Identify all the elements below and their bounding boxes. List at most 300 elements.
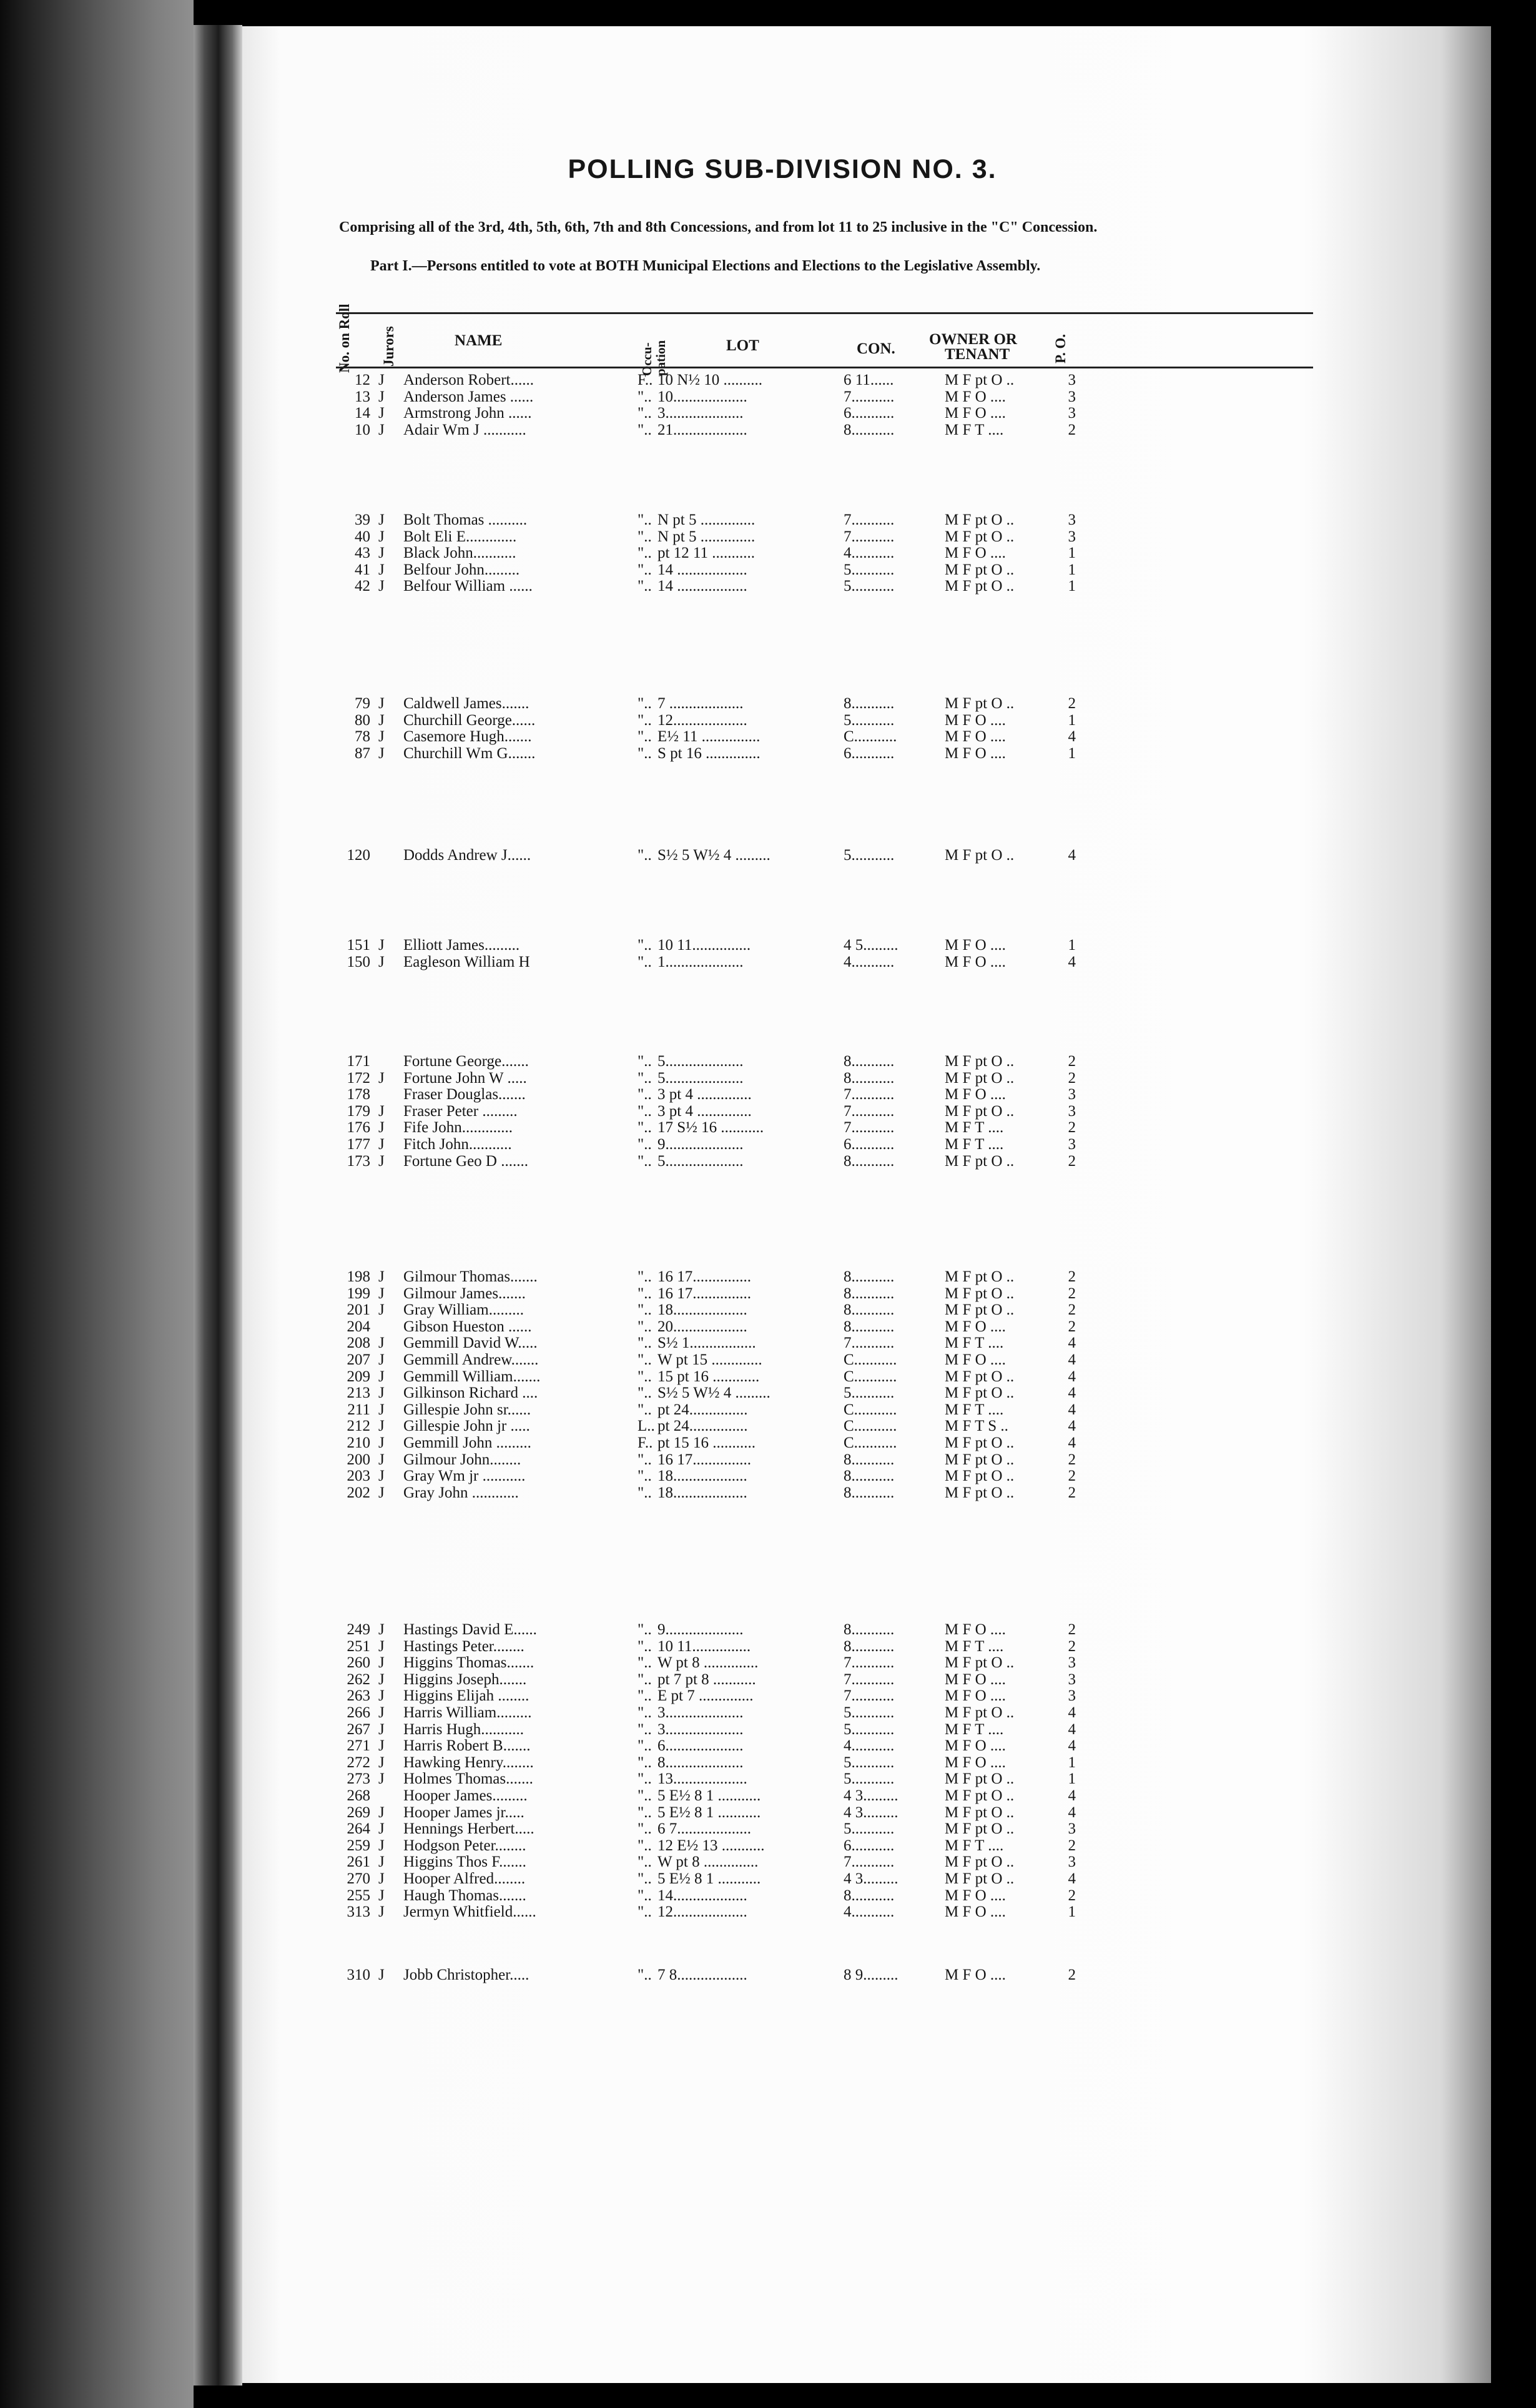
table-row: [242, 1385, 1329, 1401]
roll-number: 80: [355, 711, 370, 729]
occupation: "..: [638, 1754, 652, 1771]
roll-number: 177: [347, 1136, 370, 1153]
lot: 5....................: [657, 1069, 744, 1087]
table-row: [242, 1755, 1329, 1771]
roll-number: 264: [347, 1820, 370, 1838]
juror-mark: J: [378, 953, 385, 970]
table-row: [242, 1672, 1329, 1688]
post-office: 3: [1068, 1102, 1076, 1120]
table-row: [242, 954, 1329, 970]
lot: 14 ..................: [657, 578, 747, 595]
post-office: 2: [1068, 1468, 1076, 1485]
table-row: [242, 1418, 1329, 1434]
juror-mark: J: [378, 1119, 385, 1137]
concession: 8...........: [844, 1468, 895, 1485]
owner-tenant: M F pt O ..: [945, 1053, 1015, 1070]
occupation: "..: [638, 1468, 652, 1485]
lot: 1....................: [657, 953, 744, 970]
juror-mark: J: [378, 1621, 385, 1638]
post-office: 4: [1068, 1384, 1076, 1402]
post-office: 3: [1068, 1654, 1076, 1672]
lot: 14...................: [657, 1887, 747, 1904]
owner-tenant: M F pt O ..: [945, 1820, 1015, 1838]
juror-mark: J: [378, 1837, 385, 1854]
owner-tenant: M F O ....: [945, 1621, 1006, 1638]
roll-number: 208: [347, 1335, 370, 1352]
juror-mark: J: [378, 528, 385, 545]
owner-tenant: M F O ....: [945, 1966, 1006, 1983]
owner-tenant: M F T S ..: [945, 1418, 1008, 1435]
juror-mark: J: [378, 1136, 385, 1153]
concession: 4...........: [844, 1737, 895, 1755]
voter-name: Dodds Andrew J......: [403, 847, 531, 864]
table-row: [242, 1302, 1329, 1318]
concession: 7...........: [844, 1687, 895, 1705]
lot: pt 7 pt 8 ...........: [657, 1670, 756, 1688]
table-row: [242, 1286, 1329, 1302]
lot: 10 N½ 10 ..........: [657, 372, 763, 388]
voter-name: Hastings Peter........: [403, 1637, 524, 1655]
table-row: [242, 1871, 1329, 1887]
owner-tenant: M F O ....: [945, 545, 1006, 562]
lot: 3....................: [657, 1720, 744, 1738]
owner-tenant: M F O ....: [945, 744, 1006, 762]
post-office: 2: [1068, 1301, 1076, 1319]
voter-name: Fraser Douglas.......: [403, 1086, 526, 1103]
post-office: 4: [1068, 1704, 1076, 1721]
voter-name: Higgins Elijah ........: [403, 1687, 529, 1705]
table-row: [242, 1805, 1329, 1821]
lot: 10 11...............: [657, 1637, 751, 1655]
roll-number: 199: [347, 1285, 370, 1302]
occupation: "..: [638, 1887, 652, 1904]
juror-mark: J: [378, 1804, 385, 1821]
roll-number: 87: [355, 744, 370, 762]
roll-number: 259: [347, 1837, 370, 1854]
roll-number: 262: [347, 1670, 370, 1688]
col-header-po: P. O.: [1053, 333, 1068, 363]
concession: 8...........: [844, 1621, 895, 1638]
post-office: 2: [1068, 695, 1076, 712]
lot: S pt 16 ..............: [657, 744, 761, 762]
post-office: 2: [1068, 1451, 1076, 1468]
lot: E pt 7 ..............: [657, 1687, 754, 1705]
juror-mark: J: [378, 1102, 385, 1120]
roll-number: 151: [347, 937, 370, 954]
post-office: 2: [1068, 1621, 1076, 1638]
concession: 7...........: [844, 1670, 895, 1688]
concession: 5...........: [844, 561, 895, 578]
post-office: 4: [1068, 1401, 1076, 1418]
roll-number: 213: [347, 1384, 370, 1402]
post-office: 2: [1068, 1069, 1076, 1087]
owner-tenant: M F pt O ..: [945, 1484, 1015, 1501]
post-office: 4: [1068, 1720, 1076, 1738]
post-office: 3: [1068, 1820, 1076, 1838]
occupation: "..: [638, 1102, 652, 1120]
occupation: "..: [638, 1318, 652, 1335]
post-office: 3: [1068, 1670, 1076, 1688]
voter-name: Haugh Thomas.......: [403, 1887, 526, 1904]
concession: 6...........: [844, 405, 895, 422]
lot: 5 E½ 8 1 ...........: [657, 1787, 761, 1804]
owner-tenant: M F O ....: [945, 1737, 1006, 1755]
table-row: [242, 512, 1329, 528]
lot: pt 12 11 ...........: [657, 545, 756, 562]
table-row: [242, 1904, 1329, 1920]
occupation: "..: [638, 1451, 652, 1468]
col-header-name: NAME: [455, 332, 503, 349]
roll-number: 211: [347, 1401, 370, 1418]
voter-name: Belfour William ......: [403, 578, 533, 595]
owner-tenant: M F O ....: [945, 405, 1006, 422]
voter-name: Gray William.........: [403, 1301, 524, 1319]
occupation: "..: [638, 561, 652, 578]
juror-mark: J: [378, 1720, 385, 1738]
post-office: 4: [1068, 1368, 1076, 1385]
table-row: [242, 1120, 1329, 1136]
voter-name: Gilmour Thomas.......: [403, 1268, 538, 1285]
occupation: "..: [638, 1384, 652, 1402]
voter-name: Hawking Henry........: [403, 1754, 534, 1771]
occupation: "..: [638, 388, 652, 405]
owner-tenant: M F pt O ..: [945, 511, 1015, 528]
table-row: [242, 1788, 1329, 1804]
owner-tenant: M F pt O ..: [945, 1384, 1015, 1402]
occupation: "..: [638, 728, 652, 746]
voter-name: Jermyn Whitfield......: [403, 1903, 536, 1921]
roll-number: 310: [347, 1966, 370, 1983]
lot: 7 ...................: [657, 695, 744, 712]
roll-number: 12: [355, 372, 370, 388]
voter-name: Gray Wm jr ...........: [403, 1468, 526, 1485]
roll-number: 203: [347, 1468, 370, 1485]
occupation: "..: [638, 1737, 652, 1755]
voter-name: Hooper James.........: [403, 1787, 528, 1804]
col-header-owner-tenant-line1: OWNER OR: [929, 331, 1017, 348]
occupation: "..: [638, 1069, 652, 1087]
voter-name: Hodgson Peter........: [403, 1837, 526, 1854]
concession: 8...........: [844, 421, 895, 438]
post-office: 2: [1068, 421, 1076, 438]
table-row: [242, 562, 1329, 578]
concession: 4 5.........: [844, 937, 898, 954]
voter-name: Gilmour James.......: [403, 1285, 526, 1302]
juror-mark: J: [378, 744, 385, 762]
voter-name: Hastings David E......: [403, 1621, 537, 1638]
roll-number: 120: [347, 847, 370, 864]
occupation: "..: [638, 1119, 652, 1137]
lot: 3....................: [657, 1704, 744, 1721]
lot: 12 E½ 13 ...........: [657, 1837, 765, 1854]
table-row: [242, 1452, 1329, 1468]
post-office: 4: [1068, 1335, 1076, 1352]
post-office: 1: [1068, 711, 1076, 729]
table-row: [242, 1335, 1329, 1351]
occupation: "..: [638, 1335, 652, 1352]
table-row: [242, 545, 1329, 561]
juror-mark: J: [378, 1368, 385, 1385]
juror-mark: J: [378, 388, 385, 405]
table-row: [242, 746, 1329, 762]
owner-tenant: M F O ....: [945, 728, 1006, 746]
concession: 5...........: [844, 1754, 895, 1771]
table-row: [242, 696, 1329, 712]
voter-name: Higgins Thomas.......: [403, 1654, 534, 1672]
juror-mark: J: [378, 937, 385, 954]
roll-number: 255: [347, 1887, 370, 1904]
owner-tenant: M F O ....: [945, 388, 1006, 405]
voter-name: Elliott James.........: [403, 937, 520, 954]
juror-mark: J: [378, 1434, 385, 1451]
roll-number: 260: [347, 1654, 370, 1672]
juror-mark: J: [378, 1468, 385, 1485]
table-row: [242, 1622, 1329, 1638]
subtitle: Comprising all of the 3rd, 4th, 5th, 6th, 7th and 8th Concessions, and from lot 11 to 25 inclusive in the "C" Concession.: [339, 219, 1098, 235]
owner-tenant: M F O ....: [945, 1086, 1006, 1103]
concession: 7...........: [844, 388, 895, 405]
lot: 16 17...............: [657, 1285, 751, 1302]
post-office: 4: [1068, 847, 1076, 864]
table-row: [242, 1319, 1329, 1335]
owner-tenant: M F pt O ..: [945, 1285, 1015, 1302]
juror-mark: J: [378, 1966, 385, 1983]
roll-number: 173: [347, 1152, 370, 1170]
roll-number: 204: [347, 1318, 370, 1335]
roll-number: 209: [347, 1368, 370, 1385]
table-row: [242, 389, 1329, 405]
voter-name: Gilmour John........: [403, 1451, 521, 1468]
roll-number: 14: [355, 405, 370, 422]
juror-mark: J: [378, 1687, 385, 1705]
table-row: [242, 1705, 1329, 1721]
lot: 15 pt 16 ............: [657, 1368, 760, 1385]
juror-mark: J: [378, 1484, 385, 1501]
lot: W pt 8 ..............: [657, 1853, 759, 1871]
table-row: [242, 1435, 1329, 1451]
lot: 5 E½ 8 1 ...........: [657, 1804, 761, 1821]
voter-name: Adair Wm J ...........: [403, 421, 526, 438]
juror-mark: J: [378, 1268, 385, 1285]
roll-number: 41: [355, 561, 370, 578]
roll-number: 207: [347, 1351, 370, 1368]
occupation: "..: [638, 1053, 652, 1070]
concession: 8...........: [844, 1887, 895, 1904]
lot: 18...................: [657, 1468, 747, 1485]
voter-name: Higgins Joseph.......: [403, 1670, 527, 1688]
lot: 14 ..................: [657, 561, 747, 578]
occupation: "..: [638, 528, 652, 545]
concession: 4 3.........: [844, 1804, 898, 1821]
col-header-con: CON.: [857, 340, 895, 357]
table-row: [242, 1070, 1329, 1087]
occupation: "..: [638, 1637, 652, 1655]
roll-number: 261: [347, 1853, 370, 1871]
table-row: [242, 713, 1329, 729]
voter-name: Gemmill William.......: [403, 1368, 541, 1385]
juror-mark: J: [378, 1654, 385, 1672]
roll-number: 79: [355, 695, 370, 712]
page-title: POLLING SUB-DIVISION NO. 3.: [568, 154, 997, 184]
lot: E½ 11 ...............: [657, 728, 761, 746]
lot: 21...................: [657, 421, 747, 438]
occupation: "..: [638, 1837, 652, 1854]
post-office: 3: [1068, 528, 1076, 545]
col-header-occupation: Occu-pation: [639, 340, 668, 376]
concession: 7...........: [844, 1102, 895, 1120]
voter-name: Harris Hugh...........: [403, 1720, 524, 1738]
table-row: [242, 1352, 1329, 1368]
occupation: "..: [638, 421, 652, 438]
voter-name: Holmes Thomas.......: [403, 1770, 533, 1788]
owner-tenant: M F O ....: [945, 1754, 1006, 1771]
occupation: "..: [638, 1401, 652, 1418]
post-office: 4: [1068, 1737, 1076, 1755]
post-office: 1: [1068, 744, 1076, 762]
table-row: [242, 578, 1329, 595]
lot: S½ 5 W½ 4 .........: [657, 847, 770, 864]
owner-tenant: M F pt O ..: [945, 1468, 1015, 1485]
post-office: 2: [1068, 1637, 1076, 1655]
juror-mark: J: [378, 728, 385, 746]
post-office: 2: [1068, 1318, 1076, 1335]
part-description: Part I.—Persons entitled to vote at BOTH Municipal Elections and Elections to the Legislative Assembly.: [370, 258, 1041, 274]
table-row: [242, 1888, 1329, 1904]
owner-tenant: M F T ....: [945, 1720, 1004, 1738]
concession: C...........: [844, 1401, 897, 1418]
post-office: 3: [1068, 1687, 1076, 1705]
concession: 8...........: [844, 1637, 895, 1655]
concession: 8...........: [844, 1285, 895, 1302]
voter-name: Hooper James jr.....: [403, 1804, 524, 1821]
lot: 6 7...................: [657, 1820, 751, 1838]
lot: W pt 15 .............: [657, 1351, 762, 1368]
post-office: 1: [1068, 545, 1076, 562]
owner-tenant: M F pt O ..: [945, 1301, 1015, 1319]
owner-tenant: M F pt O ..: [945, 1434, 1015, 1451]
voter-name: Belfour John.........: [403, 561, 520, 578]
owner-tenant: M F pt O ..: [945, 1451, 1015, 1468]
owner-tenant: M F pt O ..: [945, 561, 1015, 578]
post-office: 4: [1068, 1418, 1076, 1435]
lot: 12...................: [657, 1903, 747, 1921]
voter-name: Anderson James ......: [403, 388, 534, 405]
post-office: 3: [1068, 388, 1076, 405]
owner-tenant: M F pt O ..: [945, 695, 1015, 712]
occupation: "..: [638, 1152, 652, 1170]
roll-number: 268: [347, 1787, 370, 1804]
juror-mark: J: [378, 1301, 385, 1319]
roll-number: 43: [355, 545, 370, 562]
lot: 13...................: [657, 1770, 747, 1788]
voter-name: Black John...........: [403, 545, 516, 562]
occupation: "..: [638, 1086, 652, 1103]
roll-number: 210: [347, 1434, 370, 1451]
owner-tenant: M F pt O ..: [945, 847, 1015, 864]
concession: 5...........: [844, 1384, 895, 1402]
table-row: [242, 1485, 1329, 1501]
concession: 6 11......: [844, 372, 894, 388]
owner-tenant: M F T ....: [945, 1136, 1004, 1153]
roll-number: 150: [347, 953, 370, 970]
roll-number: 78: [355, 728, 370, 746]
post-office: 2: [1068, 1285, 1076, 1302]
occupation: "..: [638, 1670, 652, 1688]
owner-tenant: M F pt O ..: [945, 1853, 1015, 1871]
roll-number: 201: [347, 1301, 370, 1319]
concession: 7...........: [844, 1654, 895, 1672]
voter-name: Casemore Hugh.......: [403, 728, 532, 746]
roll-number: 172: [347, 1069, 370, 1087]
table-row: [242, 1137, 1329, 1153]
owner-tenant: M F O ....: [945, 1318, 1006, 1335]
occupation: "..: [638, 1268, 652, 1285]
header-rule-top: [336, 312, 1313, 314]
owner-tenant: M F T ....: [945, 1401, 1004, 1418]
concession: C...........: [844, 1434, 897, 1451]
post-office: 2: [1068, 1966, 1076, 1983]
post-office: 4: [1068, 728, 1076, 746]
roll-number: 249: [347, 1621, 370, 1638]
voter-name: Harris William.........: [403, 1704, 532, 1721]
lot: 18...................: [657, 1301, 747, 1319]
concession: 5...........: [844, 578, 895, 595]
roll-number: 179: [347, 1102, 370, 1120]
concession: 6...........: [844, 744, 895, 762]
concession: 8...........: [844, 1318, 895, 1335]
occupation: "..: [638, 1654, 652, 1672]
lot: pt 24...............: [657, 1418, 748, 1435]
owner-tenant: M F pt O ..: [945, 1870, 1015, 1887]
owner-tenant: M F T ....: [945, 1119, 1004, 1137]
table-row: [242, 1821, 1329, 1837]
header-rule-bottom: [336, 367, 1313, 368]
owner-tenant: M F pt O ..: [945, 1268, 1015, 1285]
table-row: [242, 1402, 1329, 1418]
owner-tenant: M F pt O ..: [945, 1102, 1015, 1120]
juror-mark: J: [378, 1887, 385, 1904]
juror-mark: J: [378, 421, 385, 438]
occupation: "..: [638, 545, 652, 562]
post-office: 2: [1068, 1484, 1076, 1501]
occupation: "..: [638, 1966, 652, 1983]
post-office: 1: [1068, 937, 1076, 954]
post-office: 2: [1068, 1152, 1076, 1170]
voter-name: Gemmill David W.....: [403, 1335, 538, 1352]
col-header-owner-tenant-line2: TENANT: [945, 346, 1010, 363]
lot: 16 17...............: [657, 1451, 751, 1468]
roll-number: 171: [347, 1053, 370, 1070]
lot: 10...................: [657, 388, 747, 405]
occupation: "..: [638, 578, 652, 595]
roll-number: 176: [347, 1119, 370, 1137]
juror-mark: J: [378, 545, 385, 562]
voter-name: Fitch John...........: [403, 1136, 512, 1153]
concession: 5...........: [844, 711, 895, 729]
concession: C...........: [844, 1418, 897, 1435]
post-office: 3: [1068, 1086, 1076, 1103]
owner-tenant: M F O ....: [945, 1687, 1006, 1705]
table-row: [242, 529, 1329, 545]
post-office: 1: [1068, 561, 1076, 578]
post-office: 4: [1068, 1351, 1076, 1368]
table-row: [242, 1967, 1329, 1983]
concession: 5...........: [844, 1720, 895, 1738]
owner-tenant: M F pt O ..: [945, 1770, 1015, 1788]
voter-name: Bolt Thomas ..........: [403, 511, 528, 528]
occupation: "..: [638, 511, 652, 528]
juror-mark: J: [378, 1770, 385, 1788]
